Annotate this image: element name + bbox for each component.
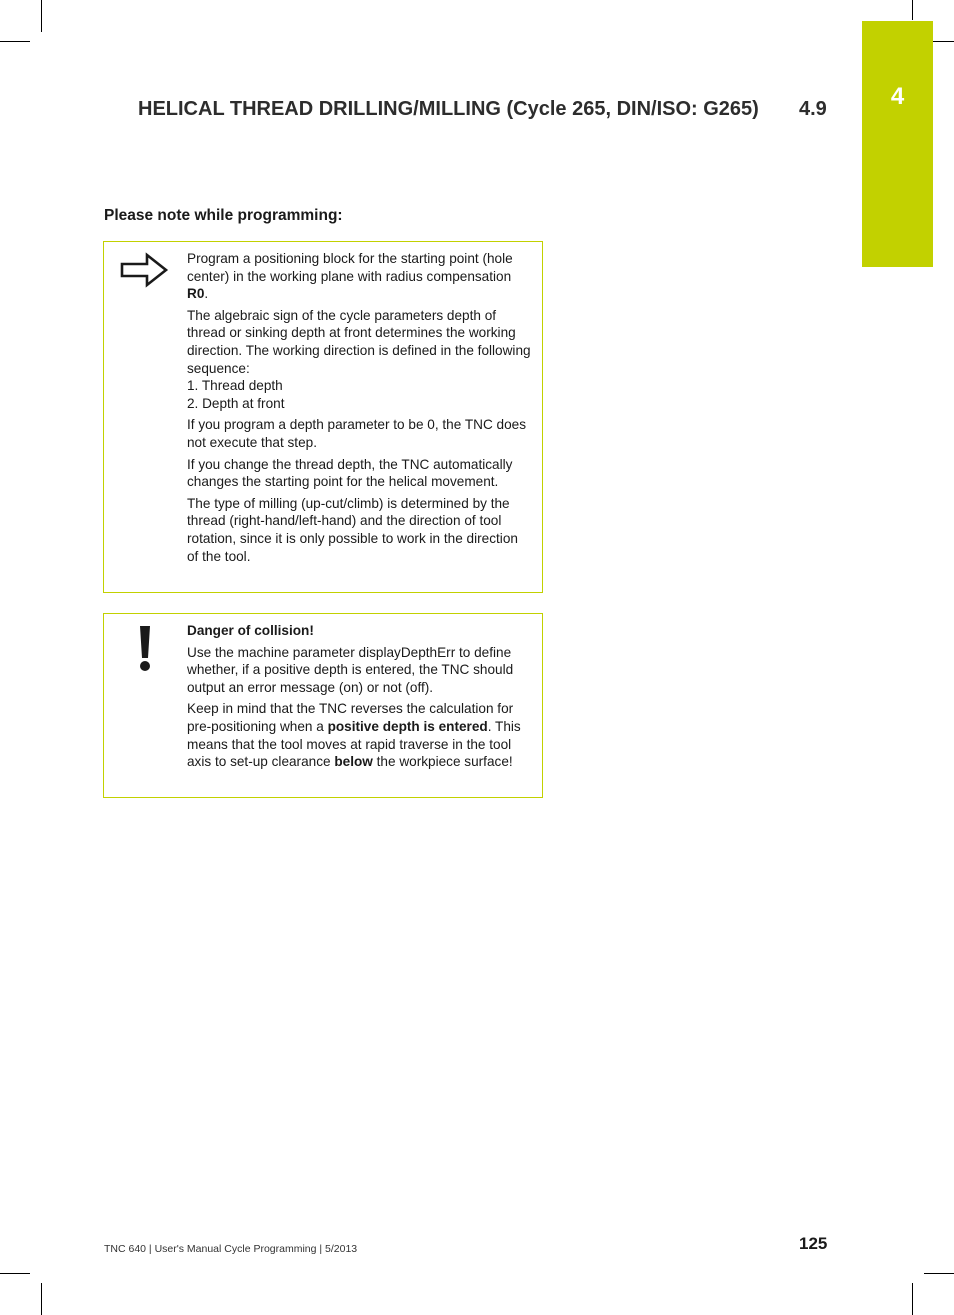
sequence-item: 2. Depth at front — [187, 395, 285, 411]
page-number: 125 — [799, 1234, 828, 1253]
exclamation-icon — [135, 624, 155, 674]
page-header-title: HELICAL THREAD DRILLING/MILLING (Cycle 265, DIN/ISO: G265) — [138, 98, 759, 120]
warning-paragraph: Use the machine parameter displayDepthErr to define whether, if a positive depth is entered, the TNC should output an error message (on) or not (off). — [187, 644, 514, 695]
chapter-tab — [862, 21, 933, 267]
crop-mark — [41, 1283, 42, 1315]
crop-mark — [0, 1273, 30, 1274]
warning-text — [187, 614, 542, 779]
warning-note-box — [103, 613, 543, 798]
crop-mark — [924, 1273, 954, 1274]
footer-text: TNC 640 | User's Manual Cycle Programming | 5/2013 — [104, 1243, 358, 1255]
warning-title: Danger of collision! — [187, 623, 314, 638]
r0-keyword: R0 — [187, 286, 205, 302]
info-note-box — [103, 241, 543, 593]
info-paragraph: If you change the thread depth, the TNC automatically changes the starting point for the helical movement. — [187, 456, 513, 490]
chapter-number: 4 — [890, 83, 905, 110]
crop-mark — [912, 1283, 913, 1315]
crop-mark — [41, 0, 42, 32]
section-number: 4.9 — [799, 98, 827, 120]
info-paragraph: The type of milling (up-cut/climb) is determined by the thread (right-hand/left-hand) and the direction of tool rotation, since it is only possible to work in the direction of the tool. — [187, 495, 518, 564]
subheading: Please note while programming: — [104, 207, 343, 224]
info-paragraph: The algebraic sign of the cycle parameters depth of thread or sinking depth at front determines the working direction. The working direction is defined in the following sequence: 1. Thread depth 2. Depth at front — [187, 307, 531, 411]
crop-mark — [912, 0, 913, 20]
warning-paragraph: Keep in mind that the TNC reverses the calculation for pre-positioning when a positive depth is entered. This means that the tool moves at rapid traverse in the tool axis to set-up clearance below the workpiece surface! — [187, 701, 521, 770]
right-arrow-icon — [120, 252, 170, 292]
info-text — [187, 242, 542, 573]
sequence-item: 1. Thread depth — [187, 378, 283, 394]
info-paragraph: If you program a depth parameter to be 0, the TNC does not execute that step. — [187, 417, 527, 450]
info-paragraph: Program a positioning block for the starting point (hole center) in the working plane with radius compensation R0. — [187, 251, 513, 302]
crop-mark — [0, 41, 30, 42]
